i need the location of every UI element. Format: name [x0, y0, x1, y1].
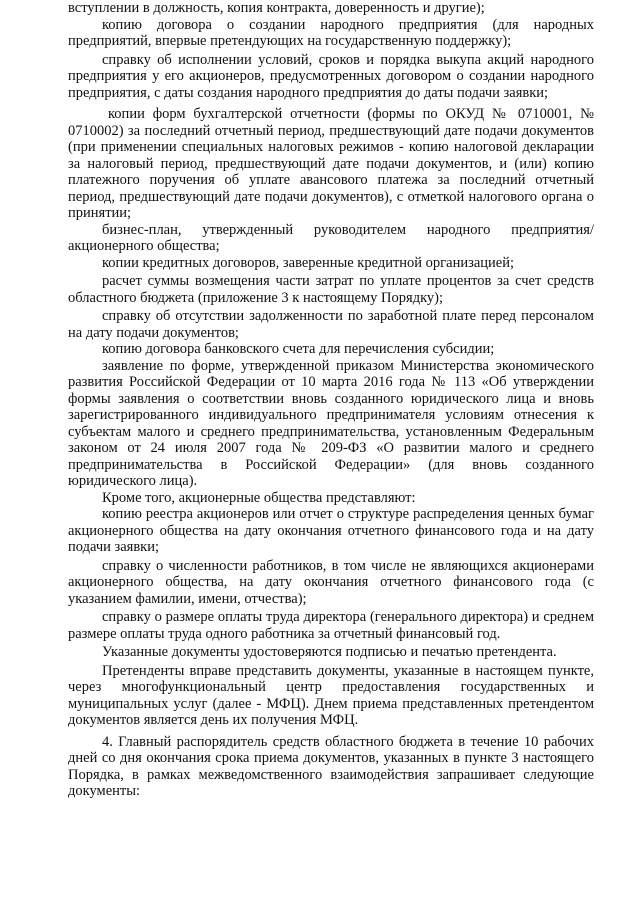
paragraph: вступлении в должность, копия контракта, доверенность и другие); — [68, 0, 485, 16]
paragraph: справку об отсутствии задолженности по заработной плате перед персоналом на дату подачи документов; — [68, 308, 594, 341]
paragraph: заявление по форме, утвержденной приказом Министерства экономического развития Российской Федерации от 10 марта 2016 года № 113 «Об утверждении формы заявления о соответствии вновь созданного юридического лица и вновь зарегистрированного индивидуального предпринимателя условиям отнесения к субъектам малого и среднего предпринимательства, установленным Федеральным законом от 24 июля 2007 года № 209-ФЗ «О развитии малого и среднего предпринимательства в Российской Федерации» (для вновь созданного юридического лица). — [68, 357, 594, 489]
paragraph: 4. Главный распорядитель средств областного бюджета в течение 10 рабочих дней со дня окончания срока приема документов, указанных в пункте 3 настоящего Порядка, в рамках межведомственного взаимодействия запрашивает следующие документы: — [68, 733, 594, 799]
paragraph: Указанные документы удостоверяются подписью и печатью претендента. — [102, 644, 557, 660]
paragraph: копии форм бухгалтерской отчетности (формы по ОКУД № 0710001, № 0710002) за последний отчетный период, предшествующий дате подачи документов (при применении специальных налоговых режимов - копию налоговой декларации за налоговый период, предшествующий дате подачи документов, и (или) копию платежного поручения об уплате авансового платежа за последний отчетный период, предшествующий дате подачи документов), с отметкой налогового органа о принятии; — [68, 106, 594, 221]
paragraph: копию договора банковского счета для перечисления субсидии; — [102, 341, 495, 357]
paragraph: копию реестра акционеров или отчет о структуре распределения ценных бумаг акционерного общества на дату окончания отчетного финансового года и на дату подачи заявки; — [68, 506, 594, 555]
paragraph: Претенденты вправе представить документы, указанные в настоящем пункте, через многофункциональный центр предоставления государственных и муниципальных услуг (далее - МФЦ). Днем приема представленных претендентом документов является день их получения МФЦ. — [68, 662, 594, 728]
document-page — [68, 0, 594, 905]
paragraph: Кроме того, акционерные общества представляют: — [102, 489, 416, 506]
paragraph: справку о размере оплаты труда директора (генерального директора) и среднем размере оплаты труда одного работника за отчетный финансовый год. — [68, 609, 594, 642]
paragraph: справку об исполнении условий, сроков и порядка выкупа акций народного предприятия у его акционеров, предусмотренных договором о создании народного предприятия, с даты создания народного предприятия до даты подачи заявки; — [68, 51, 594, 101]
paragraph: копии кредитных договоров, заверенные кредитной организацией; — [102, 254, 514, 271]
paragraph: копию договора о создании народного предприятия (для народных предприятий, впервые претендующих на государственную поддержку); — [68, 16, 594, 49]
paragraph: расчет суммы возмещения части затрат по уплате процентов за счет средств областного бюджета (приложение 3 к настоящему Порядку); — [68, 273, 594, 306]
paragraph: бизнес-план, утвержденный руководителем народного предприятия/акционерного общества; — [68, 221, 594, 254]
paragraph: справку о численности работников, в том числе не являющихся акционерами акционерного общества, на дату окончания отчетного финансового года (с указанием фамилии, имени, отчества); — [68, 557, 594, 607]
